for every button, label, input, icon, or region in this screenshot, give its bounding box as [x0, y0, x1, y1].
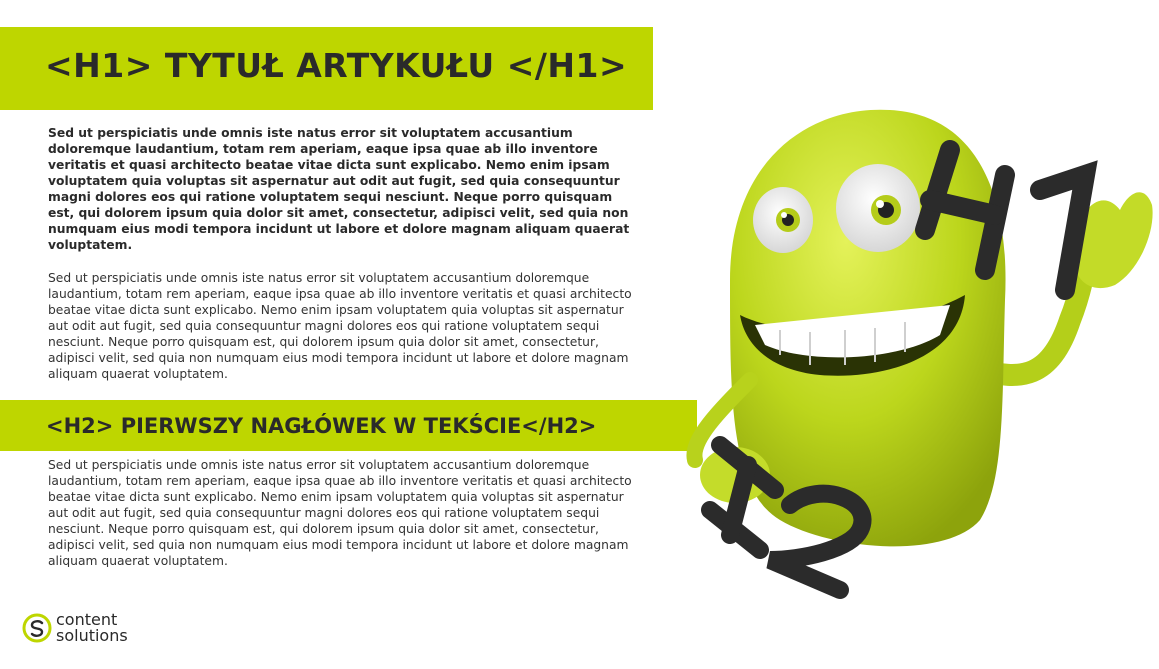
- green-monster-illustration: [660, 80, 1159, 620]
- intro-paragraph: Sed ut perspiciatis unde omnis iste natus error sit voluptatem accusantium doloremque laudantium, totam rem aperiam, eaque ipsa quae ab illo inventore veritatis et quasi architecto beatae vitae dicta sunt explicabo. Nemo enim ipsam voluptatem quia voluptas sit aspernatur aut odit aut fugit, sed quia consequuntur magni dolores eos qui ratione voluptatem sequi nesciunt. Neque porro quisquam est, qui dolorem ipsum quia dolor sit amet, consectetur, adipisci velit, sed quia non numquam eius modi tempora incidunt ut labore et dolore magnam aliquam quaerat voluptatem.: [48, 126, 630, 252]
- section-paragraph: Sed ut perspiciatis unde omnis iste natus error sit voluptatem accusantium doloremque laudantium, totam rem aperiam, eaque ipsa quae ab illo inventore veritatis et quasi architecto beatae vitae dicta sunt explicabo. Nemo enim ipsam voluptatem quia voluptas sit aspernatur aut odit aut fugit, sed quia consequuntur magni dolores eos qui ratione voluptatem sequi nesciunt. Neque porro quisquam est, qui dolorem ipsum quia dolor sit amet, consectetur, adipisci velit, sed quia non numquam eius modi tempora incidunt ut labore et dolore magnam aliquam quaerat voluptatem.: [48, 458, 632, 567]
- logo-line-1: content: [56, 610, 118, 629]
- article-title: <H1> TYTUŁ ARTYKUŁU </H1>: [45, 46, 628, 85]
- logo-line-2: solutions: [56, 626, 128, 645]
- section-heading: <H2> PIERWSZY NAGŁÓWEK W TEKŚCIE</H2>: [46, 414, 597, 438]
- company-logo: [22, 612, 128, 644]
- content-solutions-logo-icon: [22, 612, 52, 644]
- body-paragraph: Sed ut perspiciatis unde omnis iste natus error sit voluptatem accusantium doloremque laudantium, totam rem aperiam, eaque ipsa quae ab illo inventore veritatis et quasi architecto beatae vitae dicta sunt explicabo. Nemo enim ipsam voluptatem quia voluptas sit aspernatur aut odit aut fugit, sed quia consequuntur magni dolores eos qui ratione voluptatem sequi nesciunt. Neque porro quisquam est, qui dolorem ipsum quia dolor sit amet, consectetur, adipisci velit, sed quia non numquam eius modi tempora incidunt ut labore et dolore magnam aliquam quaerat voluptatem.: [48, 271, 632, 381]
